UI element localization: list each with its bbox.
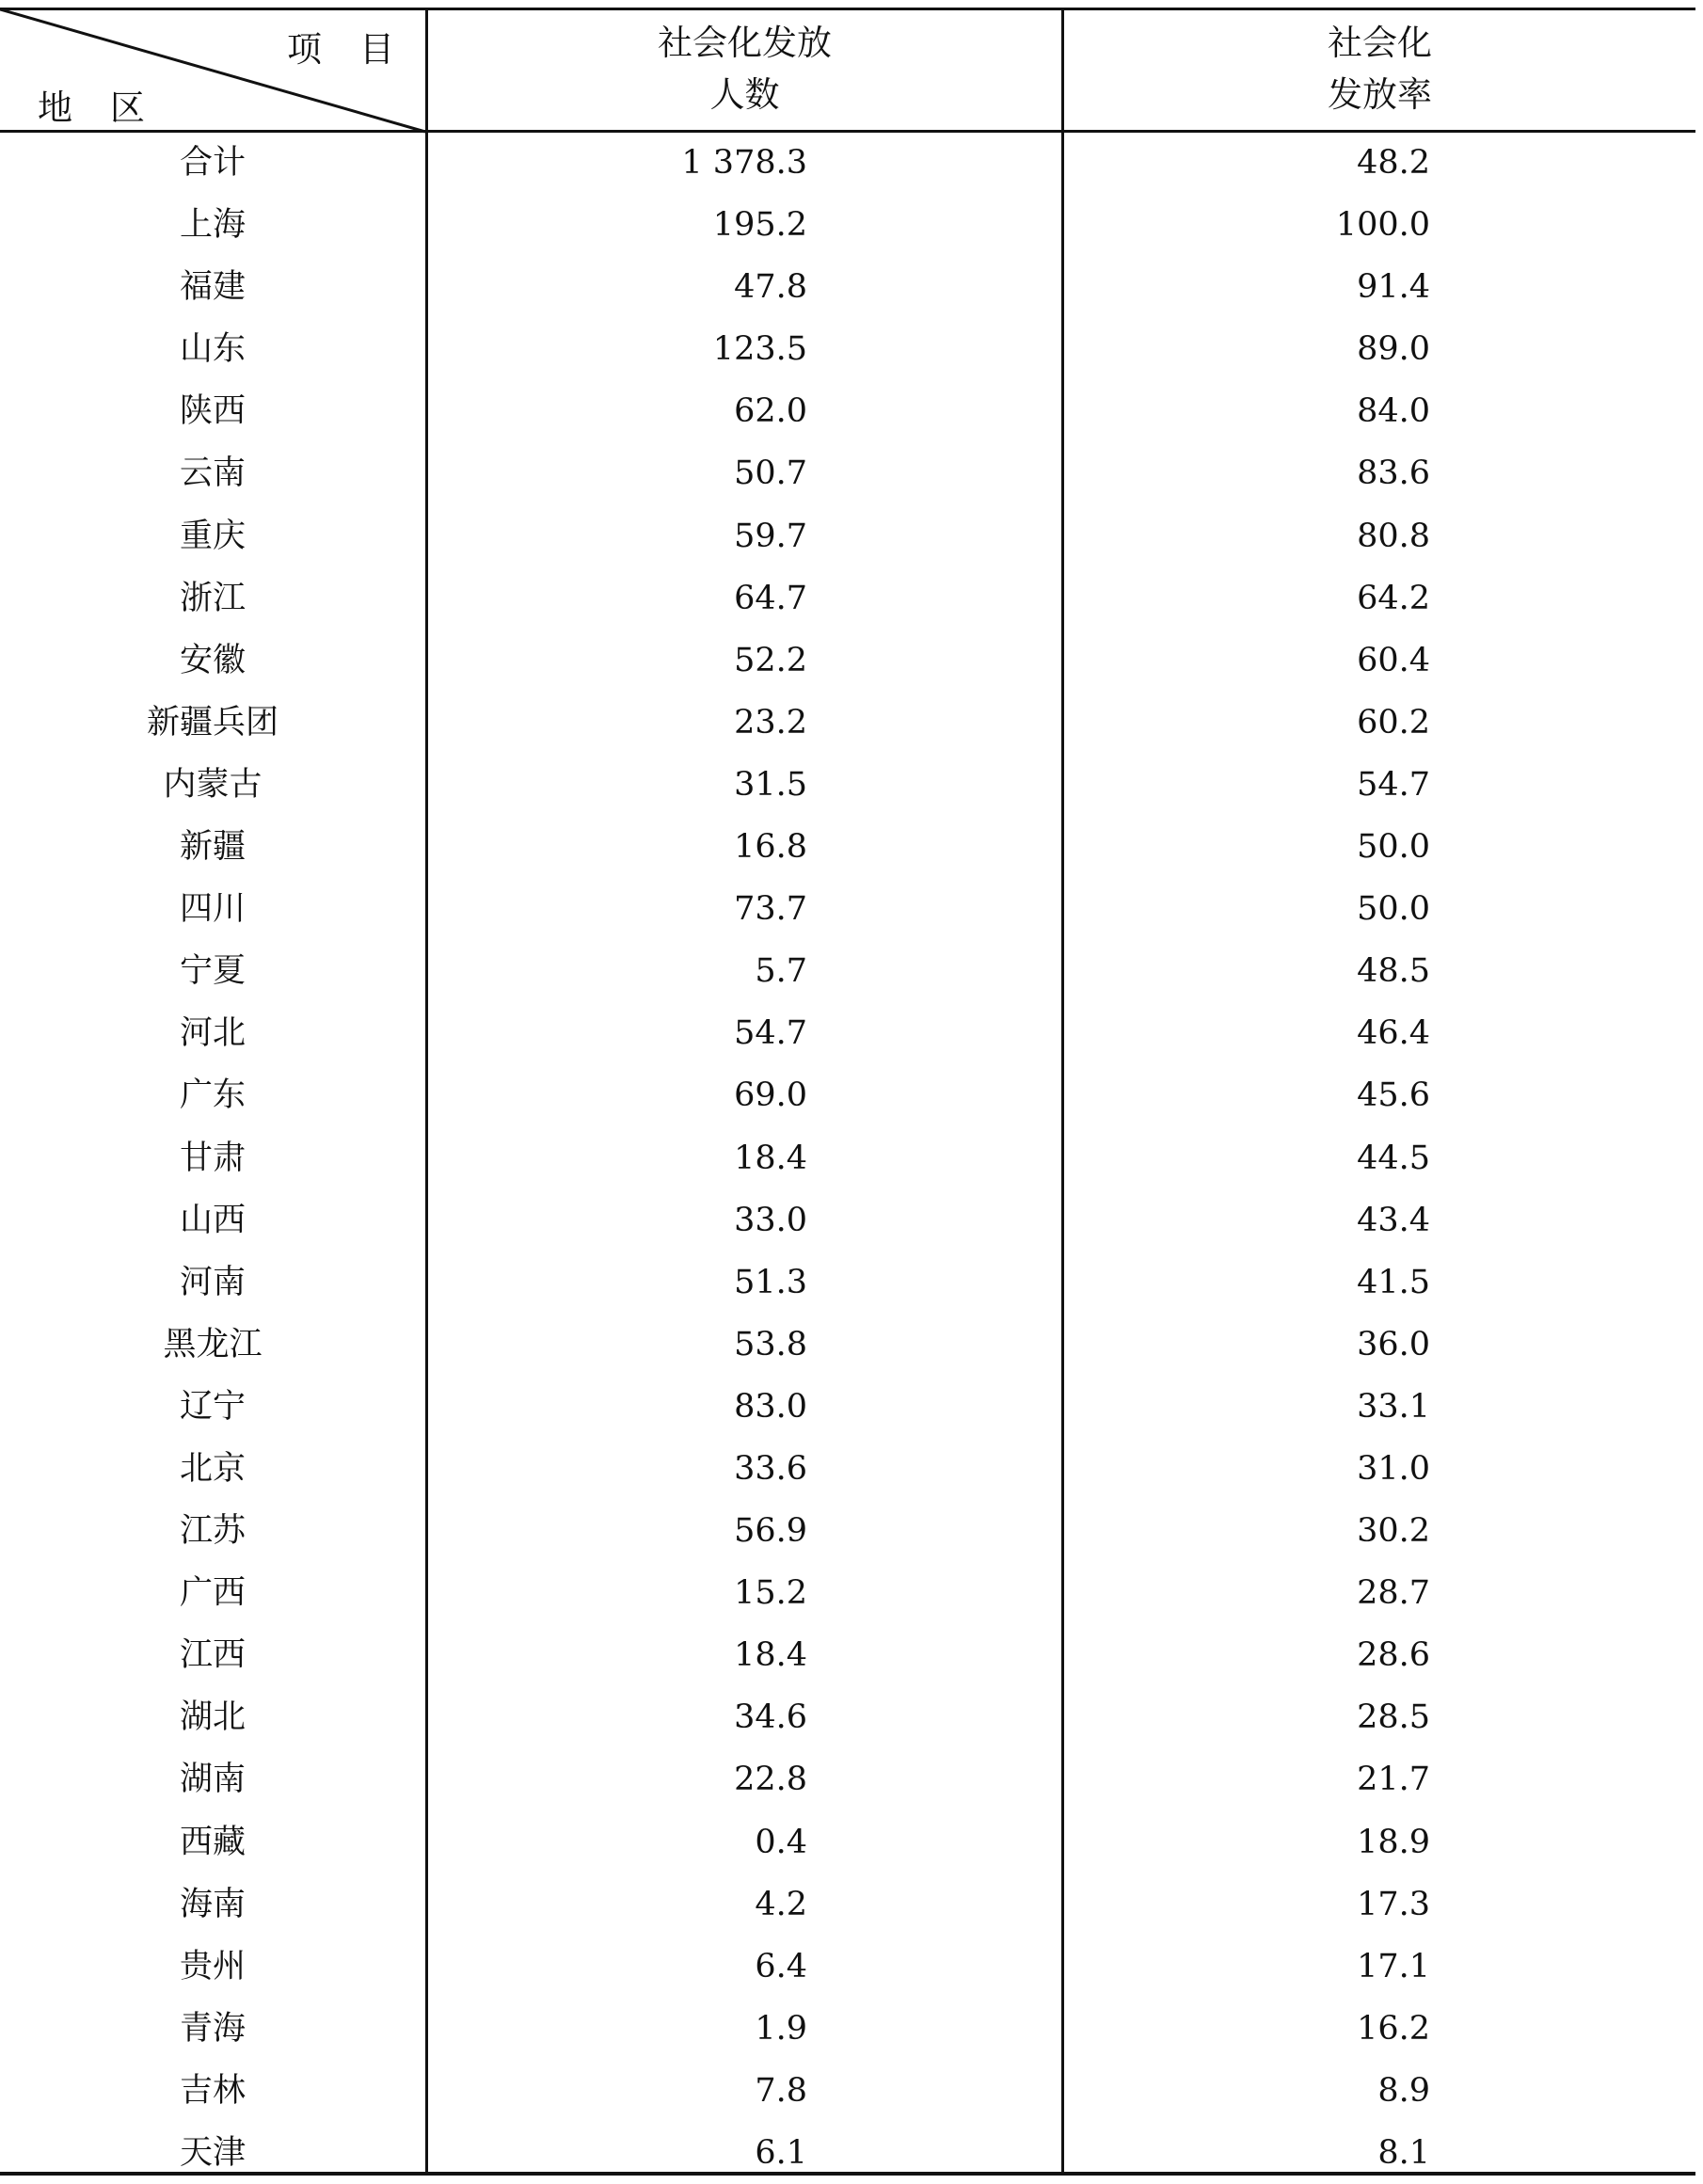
region-cell: 陕西 (179, 392, 246, 431)
rate-cell: 64.2 (1357, 579, 1430, 617)
rate-cell: 45.6 (1357, 1076, 1430, 1115)
rate-cell: 33.1 (1357, 1387, 1430, 1426)
count-cell: 33.6 (734, 1449, 807, 1488)
region-cell: 重庆 (179, 517, 246, 555)
table-row (0, 380, 1695, 442)
rate-cell: 54.7 (1357, 765, 1430, 804)
rate-cell: 91.4 (1357, 268, 1430, 307)
rate-cell: 16.2 (1357, 2009, 1430, 2048)
region-cell: 湖南 (179, 1761, 246, 1799)
region-cell: 江西 (179, 1636, 246, 1675)
count-cell: 1 378.3 (681, 144, 807, 182)
column-header-rate-line1: 社会化 (1328, 23, 1432, 63)
table-row (0, 692, 1695, 754)
table-row (0, 194, 1695, 256)
table-row (0, 256, 1695, 318)
region-cell: 河北 (179, 1014, 246, 1053)
rate-cell: 28.5 (1357, 1698, 1430, 1737)
region-cell: 湖北 (179, 1698, 246, 1737)
table-row (0, 1936, 1695, 1998)
region-cell: 山西 (179, 1201, 246, 1239)
table-row (0, 505, 1695, 567)
count-cell: 31.5 (734, 765, 807, 804)
count-cell: 7.8 (755, 2071, 807, 2110)
region-cell: 北京 (179, 1449, 246, 1488)
rate-cell: 8.1 (1377, 2134, 1430, 2172)
count-cell: 62.0 (734, 392, 807, 431)
table-row (0, 1189, 1695, 1251)
rate-cell: 18.9 (1357, 1823, 1430, 1861)
table-row (0, 132, 1695, 194)
region-cell: 甘肃 (179, 1139, 246, 1177)
region-cell: 贵州 (179, 1947, 246, 1985)
region-cell: 河南 (179, 1263, 246, 1301)
count-cell: 53.8 (734, 1325, 807, 1363)
rate-cell: 30.2 (1357, 1512, 1430, 1551)
table-row (0, 630, 1695, 692)
rate-cell: 17.3 (1357, 1885, 1430, 1923)
region-cell: 四川 (179, 890, 246, 929)
count-cell: 52.2 (734, 641, 807, 679)
column-header-count (428, 17, 1061, 120)
rate-cell: 21.7 (1357, 1761, 1430, 1799)
table-row (0, 1873, 1695, 1936)
corner-label-region: 地区 (38, 88, 183, 128)
rate-cell: 100.0 (1335, 206, 1430, 245)
region-cell: 宁夏 (179, 952, 246, 991)
rate-cell: 46.4 (1357, 1014, 1430, 1053)
rate-cell: 48.5 (1357, 952, 1430, 991)
count-cell: 5.7 (755, 952, 807, 991)
table-row (0, 1314, 1695, 1376)
rate-cell: 31.0 (1357, 1449, 1430, 1488)
table-row (0, 1748, 1695, 1810)
region-cell: 云南 (179, 454, 246, 493)
count-cell: 0.4 (755, 1823, 807, 1861)
column-header-count-line2: 人数 (709, 74, 780, 115)
count-cell: 69.0 (734, 1076, 807, 1115)
region-cell: 浙江 (179, 579, 246, 617)
count-cell: 15.2 (734, 1574, 807, 1613)
table-row (0, 442, 1695, 504)
rate-cell: 50.0 (1357, 890, 1430, 929)
table-row (0, 1376, 1695, 1438)
table-row (0, 940, 1695, 1002)
region-cell: 新疆兵团 (146, 703, 279, 741)
region-cell: 山东 (179, 330, 246, 369)
table-row (0, 816, 1695, 878)
region-cell: 安徽 (179, 641, 246, 679)
count-cell: 6.1 (755, 2134, 807, 2172)
table-row (0, 318, 1695, 380)
region-cell: 黑龙江 (163, 1325, 263, 1363)
rate-cell: 84.0 (1357, 392, 1430, 431)
rate-cell: 83.6 (1357, 454, 1430, 493)
rate-cell: 8.9 (1377, 2071, 1430, 2110)
region-cell: 西藏 (179, 1823, 246, 1861)
count-cell: 47.8 (734, 268, 807, 307)
count-cell: 51.3 (734, 1263, 807, 1301)
count-cell: 59.7 (734, 517, 807, 555)
region-cell: 吉林 (179, 2071, 246, 2110)
rate-cell: 41.5 (1357, 1263, 1430, 1301)
count-cell: 23.2 (734, 703, 807, 741)
count-cell: 1.9 (755, 2009, 807, 2048)
region-cell: 广东 (179, 1076, 246, 1115)
table-row (0, 1002, 1695, 1064)
region-cell: 青海 (179, 2009, 246, 2048)
table-row (0, 1500, 1695, 1562)
region-cell: 新疆 (179, 828, 246, 867)
column-header-rate-line2: 发放率 (1328, 74, 1432, 115)
count-cell: 6.4 (755, 1947, 807, 1985)
count-cell: 18.4 (734, 1636, 807, 1675)
table-row (0, 1562, 1695, 1624)
count-cell: 33.0 (734, 1201, 807, 1239)
table-row (0, 878, 1695, 940)
count-cell: 34.6 (734, 1698, 807, 1737)
rate-cell: 80.8 (1357, 517, 1430, 555)
table-row (0, 2060, 1695, 2122)
count-cell: 73.7 (734, 890, 807, 929)
count-cell: 54.7 (734, 1014, 807, 1053)
rate-cell: 44.5 (1357, 1139, 1430, 1177)
region-cell: 海南 (179, 1885, 246, 1923)
rate-cell: 43.4 (1357, 1201, 1430, 1239)
table-row (0, 567, 1695, 630)
table-row (0, 1811, 1695, 1873)
rate-cell: 28.7 (1357, 1574, 1430, 1613)
table-row (0, 1251, 1695, 1314)
table-row (0, 1624, 1695, 1686)
rate-cell: 50.0 (1357, 828, 1430, 867)
count-cell: 83.0 (734, 1387, 807, 1426)
rate-cell: 60.2 (1357, 703, 1430, 741)
count-cell: 4.2 (755, 1885, 807, 1923)
table-row (0, 1438, 1695, 1500)
region-cell: 天津 (179, 2134, 246, 2172)
count-cell: 64.7 (734, 579, 807, 617)
rate-cell: 89.0 (1357, 330, 1430, 369)
region-cell: 内蒙古 (163, 765, 263, 804)
region-cell: 江苏 (179, 1512, 246, 1551)
column-header-rate (1064, 17, 1695, 120)
rate-cell: 60.4 (1357, 641, 1430, 679)
table-row (0, 754, 1695, 816)
table-row (0, 1998, 1695, 2060)
count-cell: 18.4 (734, 1139, 807, 1177)
region-cell: 上海 (179, 206, 246, 245)
rate-cell: 28.6 (1357, 1636, 1430, 1675)
rate-cell: 17.1 (1357, 1947, 1430, 1985)
count-cell: 56.9 (734, 1512, 807, 1551)
table-row (0, 1127, 1695, 1189)
table-row (0, 1686, 1695, 1748)
count-cell: 22.8 (734, 1761, 807, 1799)
rate-cell: 36.0 (1357, 1325, 1430, 1363)
count-cell: 123.5 (712, 330, 807, 369)
table-row (0, 2122, 1695, 2184)
count-cell: 16.8 (734, 828, 807, 867)
table-row (0, 1064, 1695, 1126)
corner-label-item: 项目 (287, 29, 432, 70)
region-cell: 合计 (179, 144, 246, 182)
region-cell: 福建 (179, 268, 246, 307)
count-cell: 195.2 (712, 206, 807, 245)
region-cell: 辽宁 (179, 1387, 246, 1426)
table-body (0, 132, 1695, 2184)
count-cell: 50.7 (734, 454, 807, 493)
column-header-count-line1: 社会化发放 (658, 23, 832, 63)
region-cell: 广西 (179, 1574, 246, 1613)
rate-cell: 48.2 (1357, 144, 1430, 182)
